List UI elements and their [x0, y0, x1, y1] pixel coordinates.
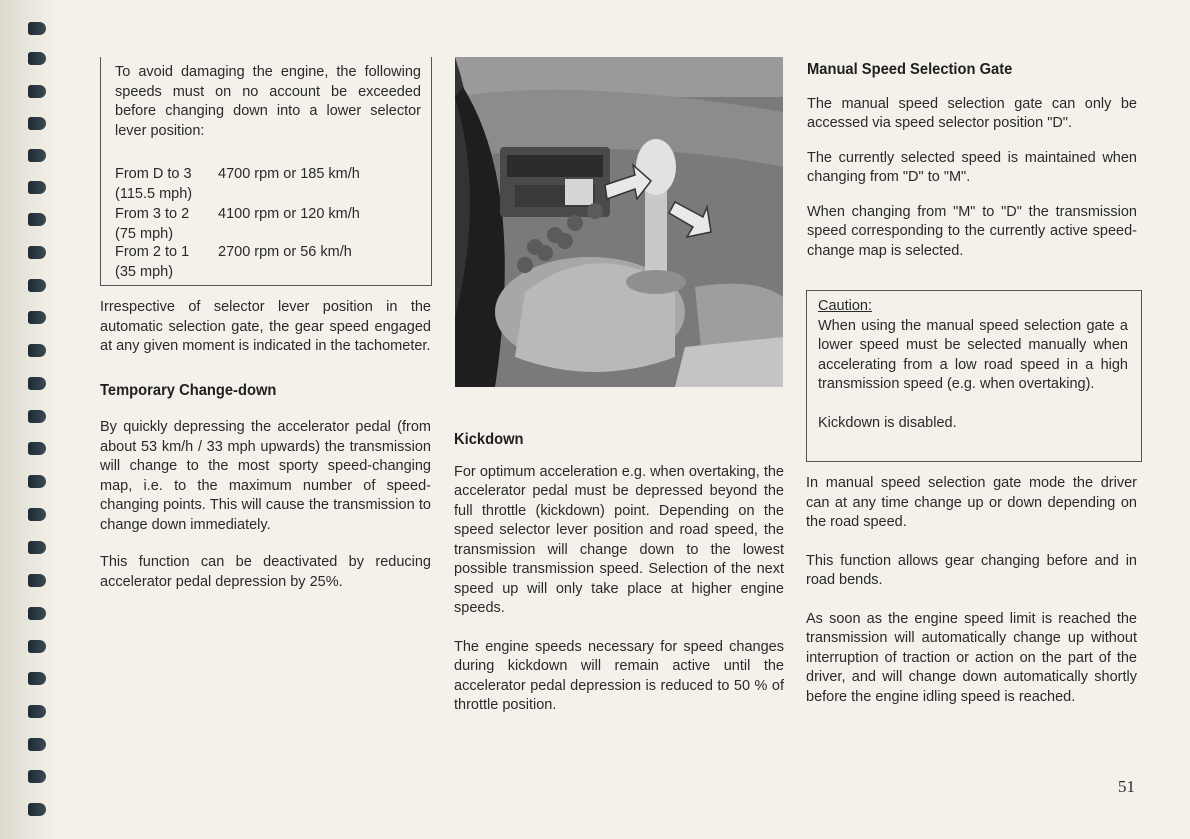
binding-ring: [28, 607, 46, 620]
speed-warning-box: [100, 57, 432, 286]
manual-paragraph-5: This function allows gear changing before and in road bends.: [806, 552, 1137, 588]
manual-gate-heading: Manual Speed Selection Gate: [807, 61, 1013, 78]
binding-ring: [28, 442, 46, 455]
binding-ring: [28, 181, 46, 194]
limit-value: 2700 rpm or 56 km/h: [218, 244, 352, 260]
manual-paragraph-1: The manual speed selection gate can only be accessed via speed selector position "D".: [807, 95, 1137, 131]
binding-ring: [28, 279, 46, 292]
limit-value: 4100 rpm or 120 km/h: [218, 206, 360, 222]
from-position: From 3 to 2 (75 mph): [115, 206, 190, 242]
binding-ring: [28, 246, 46, 259]
binding-ring: [28, 149, 46, 162]
binding-ring: [28, 770, 46, 783]
binding-ring: [28, 640, 46, 653]
spiral-binding: [0, 0, 58, 839]
binding-ring: [28, 705, 46, 718]
binding-ring: [28, 117, 46, 130]
binding-ring: [28, 508, 46, 521]
caution-content: [818, 297, 1128, 433]
gear-selector-illustration: [455, 57, 783, 387]
right-column-bottom: [806, 474, 1137, 707]
binding-ring: [28, 377, 46, 390]
binding-ring: [28, 574, 46, 587]
binding-ring: [28, 85, 46, 98]
page-number: 51: [1118, 777, 1135, 796]
caution-box: [806, 290, 1142, 462]
manual-paragraph-3: When changing from "M" to "D" the transmission speed corresponding to the currently active speed-change map is selected.: [807, 203, 1137, 259]
caution-kickdown-note: Kickdown is disabled.: [818, 414, 957, 431]
caution-text: When using the manual speed selection gate a lower speed must be selected manually when accelerating from a low road speed in a high transmission speed (e.g. when overtaking).: [818, 317, 1128, 392]
from-position: From 2 to 1 (35 mph): [115, 244, 190, 280]
from-position: From D to 3 (115.5 mph): [115, 166, 193, 202]
binding-ring: [28, 311, 46, 324]
binding-ring: [28, 344, 46, 357]
binding-ring: [28, 22, 46, 35]
temporary-paragraph-1: By quickly depressing the accelerator pedal (from about 53 km/h / 33 mph upwards) the transmission will change to the most sporty speed-changing map, i.e. to the maximum number of speed-changing points. This will cause the transmission to change down immediately.: [100, 419, 431, 533]
manual-paragraph-4: In manual speed selection gate mode the driver can at any time change up or down depending on the road speed.: [806, 475, 1137, 530]
caution-title: Caution:: [818, 298, 873, 314]
binding-ring: [28, 52, 46, 65]
speed-limit-row: [115, 204, 435, 244]
binding-ring: [28, 475, 46, 488]
manual-paragraph-6: As soon as the engine speed limit is reached the transmission will automatically change up without interruption of traction or action on the part of the driver, and will change down automatically shortly before the engine idling speed is reached.: [806, 610, 1137, 705]
middle-column: [454, 430, 784, 716]
binding-ring: [28, 672, 46, 685]
warning-lead-text: To avoid damaging the engine, the following speeds must on no account be exceeded before changing down into a lower selector lever position:: [115, 64, 421, 139]
binding-ring: [28, 541, 46, 554]
speed-limit-row: [115, 164, 435, 204]
temporary-paragraph-2: This function can be deactivated by reducing accelerator pedal depression by 25%.: [100, 554, 431, 590]
gear-selector-photo: [455, 57, 783, 387]
manual-paragraph-2: The currently selected speed is maintained when changing from "D" to "M".: [807, 149, 1137, 185]
kickdown-paragraph-1: For optimum acceleration e.g. when overtaking, the accelerator pedal must be depressed beyond the full throttle (kickdown) point. Depending on the speed selector lever position and road speed, the transmission will change down to the lowest possible transmission speed. Selection of the next speed up will only take place at higher engine speeds.: [454, 463, 784, 616]
binding-ring: [28, 213, 46, 226]
temporary-change-down-heading: Temporary Change-down: [100, 381, 277, 399]
limit-value: 4700 rpm or 185 km/h: [218, 166, 360, 182]
left-column: [100, 298, 431, 592]
binding-ring: [28, 410, 46, 423]
kickdown-heading: Kickdown: [454, 431, 524, 448]
binding-ring: [28, 738, 46, 751]
binding-ring: [28, 803, 46, 816]
intro-paragraph: Irrespective of selector lever position in the automatic selection gate, the gear speed engaged at any given moment is indicated in the tachometer.: [100, 299, 431, 354]
kickdown-paragraph-2: The engine speeds necessary for speed changes during kickdown will remain active until the accelerator pedal depression is reduced to 50 % of throttle position.: [454, 638, 784, 713]
speed-limit-row: [115, 242, 435, 282]
right-column-top: [807, 60, 1137, 261]
